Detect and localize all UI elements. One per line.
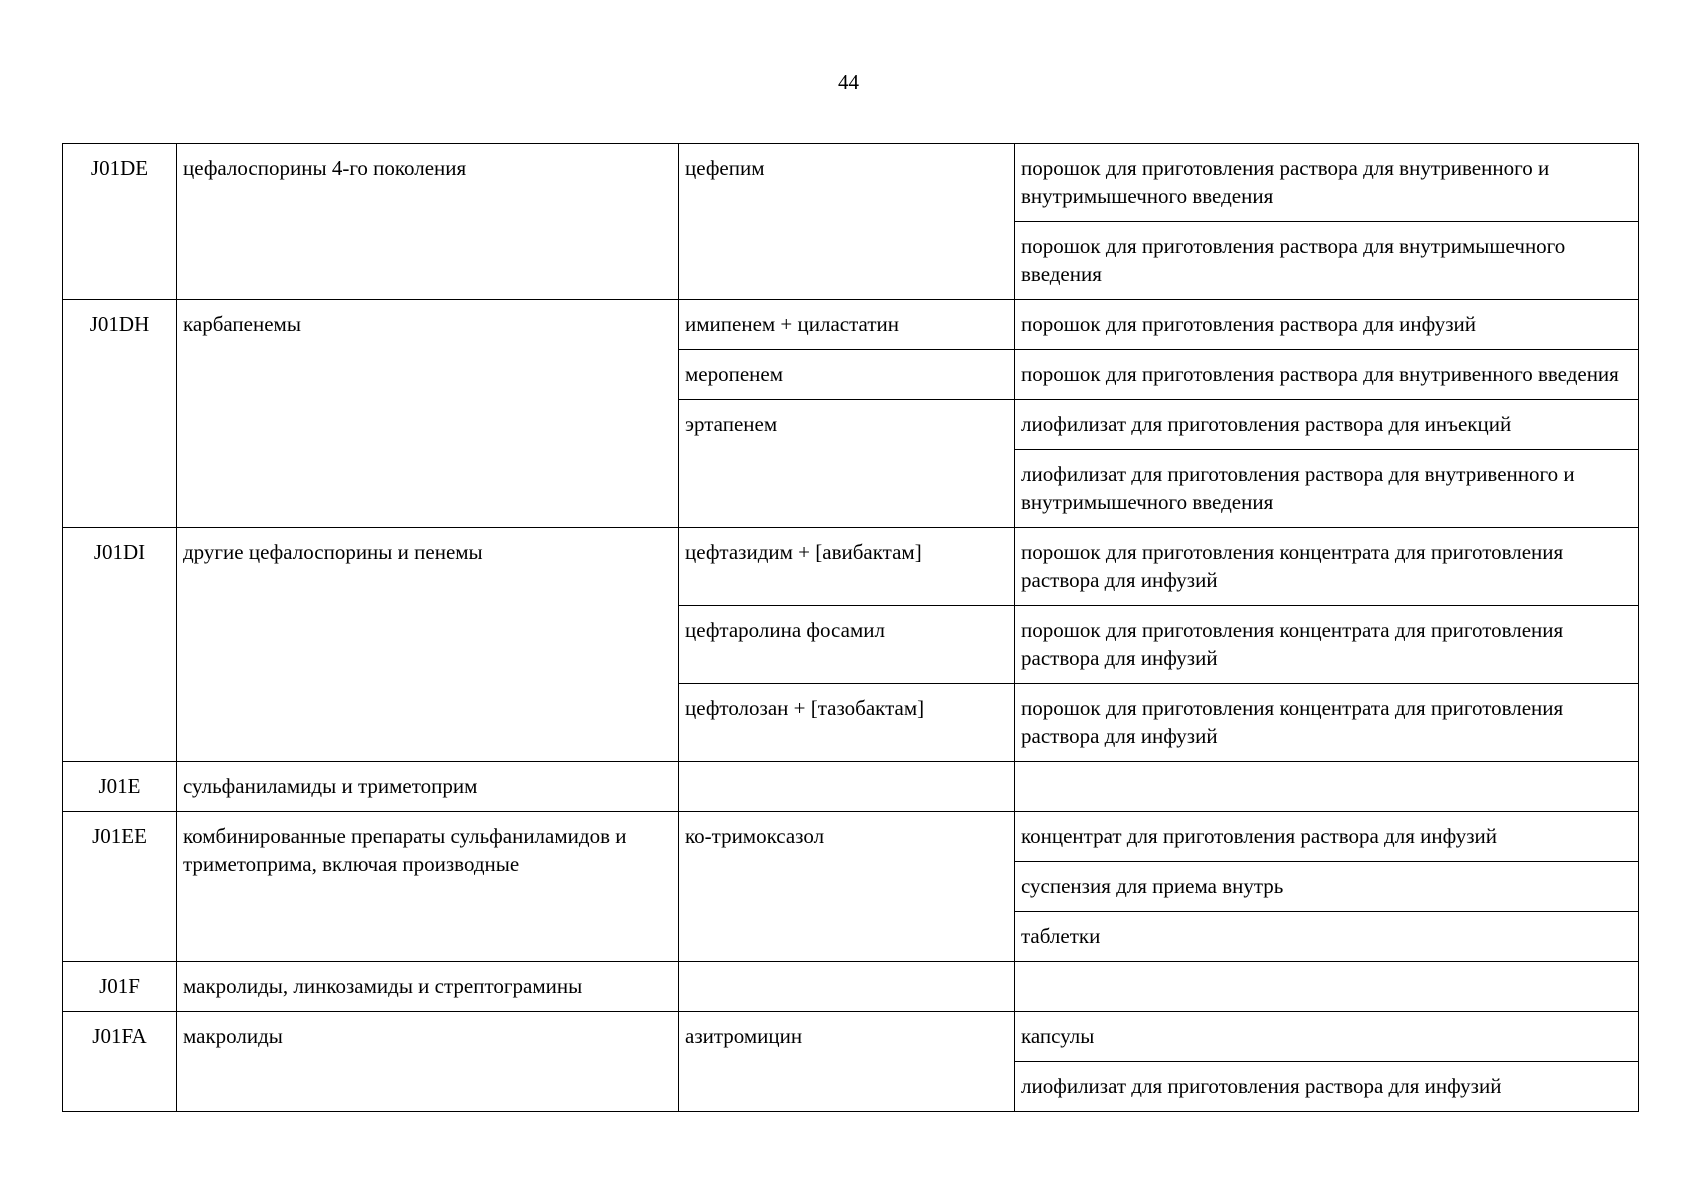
drug-name: цефтазидим + [авибактам] <box>679 528 1015 606</box>
drug-name: имипенем + циластатин <box>679 300 1015 350</box>
table-row <box>63 812 1639 862</box>
atc-group-name: макролиды, линкозамиды и стрептограмины <box>177 962 679 1012</box>
dosage-form-empty <box>1015 962 1639 1012</box>
table-row <box>63 1012 1639 1062</box>
dosage-form: порошок для приготовления концентрата для приготовления раствора для инфузий <box>1015 606 1639 684</box>
drug-table-body <box>63 144 1639 1112</box>
table-row <box>63 144 1639 222</box>
table-row <box>63 528 1639 606</box>
dosage-form: порошок для приготовления раствора для внутривенного и внутримышечного введения <box>1015 144 1639 222</box>
atc-code: J01DH <box>63 300 177 528</box>
dosage-form: суспензия для приема внутрь <box>1015 862 1639 912</box>
drug-name: меропенем <box>679 350 1015 400</box>
atc-group-name: макролиды <box>177 1012 679 1112</box>
atc-code: J01DI <box>63 528 177 762</box>
dosage-form: концентрат для приготовления раствора для инфузий <box>1015 812 1639 862</box>
atc-code: J01FA <box>63 1012 177 1112</box>
dosage-form: порошок для приготовления раствора для внутримышечного введения <box>1015 222 1639 300</box>
drug-name-empty <box>679 762 1015 812</box>
drug-name: цефтолозан + [тазобактам] <box>679 684 1015 762</box>
drug-name: цефтаролина фосамил <box>679 606 1015 684</box>
table-row <box>63 762 1639 812</box>
atc-group-name: комбинированные препараты сульфаниламидов и триметоприма, включая производные <box>177 812 679 962</box>
dosage-form: порошок для приготовления раствора для внутривенного введения <box>1015 350 1639 400</box>
dosage-form: капсулы <box>1015 1012 1639 1062</box>
atc-group-name: карбапенемы <box>177 300 679 528</box>
dosage-form: порошок для приготовления концентрата для приготовления раствора для инфузий <box>1015 528 1639 606</box>
drug-name: эртапенем <box>679 400 1015 528</box>
drug-table <box>62 143 1639 1112</box>
atc-code: J01DE <box>63 144 177 300</box>
atc-group-name: другие цефалоспорины и пенемы <box>177 528 679 762</box>
atc-group-name: цефалоспорины 4-го поколения <box>177 144 679 300</box>
drug-name: азитромицин <box>679 1012 1015 1112</box>
drug-name: цефепим <box>679 144 1015 300</box>
atc-code: J01F <box>63 962 177 1012</box>
atc-code: J01EE <box>63 812 177 962</box>
drug-name: ко-тримоксазол <box>679 812 1015 962</box>
dosage-form: порошок для приготовления раствора для инфузий <box>1015 300 1639 350</box>
dosage-form: лиофилизат для приготовления раствора для инфузий <box>1015 1062 1639 1112</box>
dosage-form-empty <box>1015 762 1639 812</box>
table-row <box>63 300 1639 350</box>
dosage-form: порошок для приготовления концентрата для приготовления раствора для инфузий <box>1015 684 1639 762</box>
dosage-form: таблетки <box>1015 912 1639 962</box>
drug-name-empty <box>679 962 1015 1012</box>
dosage-form: лиофилизат для приготовления раствора для инъекций <box>1015 400 1639 450</box>
table-row <box>63 962 1639 1012</box>
atc-group-name: сульфаниламиды и триметоприм <box>177 762 679 812</box>
page-number: 44 <box>838 70 859 94</box>
dosage-form: лиофилизат для приготовления раствора для внутривенного и внутримышечного введения <box>1015 450 1639 528</box>
atc-code: J01E <box>63 762 177 812</box>
